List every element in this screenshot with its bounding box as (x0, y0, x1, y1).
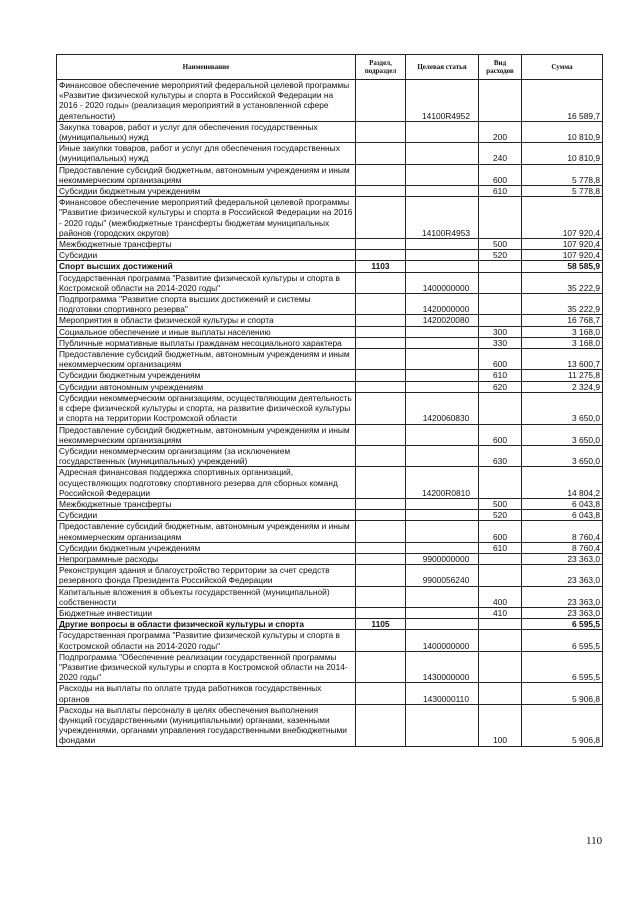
cell-expense-type: 610 (479, 370, 522, 381)
cell-sum: 14 804,2 (522, 467, 603, 499)
table-row (57, 704, 603, 746)
cell-sum: 5 778,8 (522, 186, 603, 197)
table-row (57, 630, 603, 651)
cell-article (406, 370, 479, 381)
cell-article (406, 239, 479, 250)
cell-name: Адресная финансовая поддержка спортивных организаций, осуществляющих подготовку спортивного резерва для сборных команд Российской Федерации (57, 467, 356, 499)
cell-expense-type: 300 (479, 326, 522, 337)
cell-article: 1430000110 (406, 683, 479, 704)
table-row (57, 445, 603, 466)
table-row (57, 424, 603, 445)
cell-expense-type: 330 (479, 337, 522, 348)
cell-sum: 23 363,0 (522, 607, 603, 618)
cell-name: Предоставление субсидий бюджетным, автономным учреждениям и иным некоммерческим организациям (57, 349, 356, 370)
header-name: Наименование (57, 55, 356, 80)
cell-section (356, 683, 406, 704)
cell-section (356, 553, 406, 564)
cell-sum: 16 768,7 (522, 315, 603, 326)
cell-sum: 107 920,4 (522, 239, 603, 250)
table-row (57, 186, 603, 197)
cell-section (356, 392, 406, 424)
cell-section (356, 607, 406, 618)
cell-article (406, 619, 479, 630)
cell-name: Субсидии некоммерческим организациям, осуществляющим деятельность в сфере физической культуры и спорта, на развитие физической культуры и спорта на территории Костромской области (57, 392, 356, 424)
cell-section (356, 521, 406, 542)
page-number: 110 (586, 835, 603, 847)
table-header-row (57, 55, 603, 80)
cell-sum: 8 760,4 (522, 542, 603, 553)
table-row (57, 197, 603, 239)
cell-article (406, 424, 479, 445)
cell-article (406, 542, 479, 553)
cell-expense-type: 100 (479, 704, 522, 746)
cell-section (356, 565, 406, 586)
cell-section (356, 239, 406, 250)
table-row (57, 510, 603, 521)
cell-expense-type (479, 315, 522, 326)
cell-expense-type (479, 272, 522, 293)
cell-section (356, 424, 406, 445)
table-row (57, 607, 603, 618)
cell-section: 1105 (356, 619, 406, 630)
cell-expense-type (479, 467, 522, 499)
cell-article (406, 326, 479, 337)
cell-sum: 23 363,0 (522, 586, 603, 607)
cell-section (356, 164, 406, 185)
cell-article (406, 186, 479, 197)
cell-article (406, 445, 479, 466)
table-row (57, 294, 603, 315)
cell-article: 1400000000 (406, 630, 479, 651)
cell-sum: 10 810,9 (522, 121, 603, 142)
cell-sum: 35 222,9 (522, 272, 603, 293)
table-row (57, 392, 603, 424)
cell-name: Субсидии бюджетным учреждениям (57, 542, 356, 553)
cell-name: Непрограммные расходы (57, 553, 356, 564)
cell-section (356, 186, 406, 197)
table-row (57, 498, 603, 509)
cell-expense-type (479, 261, 522, 272)
cell-article (406, 164, 479, 185)
cell-name: Субсидии (57, 250, 356, 261)
cell-section (356, 498, 406, 509)
table-row (57, 239, 603, 250)
cell-sum: 58 585,9 (522, 261, 603, 272)
cell-expense-type (479, 619, 522, 630)
cell-article: 1420000000 (406, 294, 479, 315)
cell-expense-type: 410 (479, 607, 522, 618)
table-row (57, 261, 603, 272)
table-row (57, 683, 603, 704)
cell-name: Финансовое обеспечение мероприятий федеральной целевой программы "Развитие физической культуры и спорта в Российской Федерации на 2016 - 2020 годы" (межбюджетные трансферты бюджетам муниципальных районов (городских округов) (57, 197, 356, 239)
cell-sum: 16 589,7 (522, 80, 603, 122)
cell-name: Финансовое обеспечение мероприятий федеральной целевой программы «Развитие физической культуры и спорта в Российской Федерации на 2016 - 2020 годы» (реализация мероприятий в установленной сфере деятельности) (57, 80, 356, 122)
cell-name: Предоставление субсидий бюджетным, автономным учреждениям и иным некоммерческим организациям (57, 424, 356, 445)
cell-article: 9900000000 (406, 553, 479, 564)
cell-section (356, 510, 406, 521)
cell-article (406, 261, 479, 272)
cell-section (356, 326, 406, 337)
cell-expense-type (479, 197, 522, 239)
cell-section (356, 467, 406, 499)
cell-article (406, 250, 479, 261)
table-body (57, 80, 603, 747)
cell-section: 1103 (356, 261, 406, 272)
table-row (57, 326, 603, 337)
cell-expense-type: 610 (479, 186, 522, 197)
cell-article (406, 121, 479, 142)
cell-expense-type: 240 (479, 143, 522, 164)
table-row (57, 272, 603, 293)
cell-expense-type: 630 (479, 445, 522, 466)
cell-name: Субсидии некоммерческим организациям (за исключением государственных (муниципальных) учреждений) (57, 445, 356, 466)
cell-sum: 23 363,0 (522, 565, 603, 586)
cell-article: 1420020080 (406, 315, 479, 326)
cell-expense-type: 520 (479, 250, 522, 261)
cell-expense-type: 200 (479, 121, 522, 142)
cell-name: Бюджетные инвестиции (57, 607, 356, 618)
cell-sum: 6 595,5 (522, 630, 603, 651)
cell-expense-type: 610 (479, 542, 522, 553)
cell-name: Предоставление субсидий бюджетным, автономным учреждениям и иным некоммерческим организациям (57, 164, 356, 185)
cell-article: 14100R4953 (406, 197, 479, 239)
cell-section (356, 337, 406, 348)
cell-name: Государственная программа "Развитие физической культуры и спорта в Костромской области на 2014-2020 годы" (57, 272, 356, 293)
table-row (57, 337, 603, 348)
cell-sum: 3 650,0 (522, 392, 603, 424)
table-row (57, 565, 603, 586)
cell-sum: 107 920,4 (522, 250, 603, 261)
cell-expense-type: 500 (479, 498, 522, 509)
cell-expense-type: 600 (479, 521, 522, 542)
cell-section (356, 121, 406, 142)
cell-sum: 107 920,4 (522, 197, 603, 239)
table-row (57, 619, 603, 630)
cell-article: 9900056240 (406, 565, 479, 586)
cell-name: Реконструкция здания и благоустройство территории за счет средств резервного фонда Президента Российской Федерации (57, 565, 356, 586)
cell-sum: 6 043,8 (522, 498, 603, 509)
cell-sum: 23 363,0 (522, 553, 603, 564)
cell-expense-type: 400 (479, 586, 522, 607)
cell-name: Спорт высших достижений (57, 261, 356, 272)
cell-article (406, 586, 479, 607)
cell-section (356, 381, 406, 392)
budget-table (56, 54, 603, 747)
cell-expense-type (479, 80, 522, 122)
cell-section (356, 445, 406, 466)
cell-section (356, 586, 406, 607)
cell-name: Подпрограмма "Развитие спорта высших достижений и системы подготовки спортивного резерва" (57, 294, 356, 315)
cell-article: 14100R4952 (406, 80, 479, 122)
cell-section (356, 651, 406, 683)
cell-name: Капитальные вложения в объекты государственной (муниципальной) собственности (57, 586, 356, 607)
cell-sum: 6 043,8 (522, 510, 603, 521)
cell-section (356, 80, 406, 122)
cell-article (406, 607, 479, 618)
cell-section (356, 542, 406, 553)
cell-sum: 5 778,8 (522, 164, 603, 185)
table-row (57, 467, 603, 499)
cell-section (356, 294, 406, 315)
cell-article: 1420060830 (406, 392, 479, 424)
cell-sum: 2 324,9 (522, 381, 603, 392)
cell-expense-type (479, 392, 522, 424)
cell-sum: 13 600,7 (522, 349, 603, 370)
cell-article (406, 704, 479, 746)
cell-name: Социальное обеспечение и иные выплаты населению (57, 326, 356, 337)
cell-sum: 3 168,0 (522, 337, 603, 348)
cell-name: Межбюджетные трансферты (57, 239, 356, 250)
header-article: Целевая статья (406, 55, 479, 80)
cell-article: 1430000000 (406, 651, 479, 683)
cell-section (356, 630, 406, 651)
cell-name: Публичные нормативные выплаты гражданам несоциального характера (57, 337, 356, 348)
cell-sum: 8 760,4 (522, 521, 603, 542)
cell-expense-type (479, 651, 522, 683)
budget-page (56, 54, 602, 747)
cell-section (356, 315, 406, 326)
cell-article (406, 349, 479, 370)
table-row (57, 586, 603, 607)
cell-sum: 6 595,5 (522, 619, 603, 630)
cell-sum: 11 275,8 (522, 370, 603, 381)
cell-section (356, 272, 406, 293)
cell-name: Субсидии (57, 510, 356, 521)
cell-name: Расходы на выплаты персоналу в целях обеспечения выполнения функций государственными (муниципальными) органами, казенными учреждениями, органами управления государственными внебюджетными фондами (57, 704, 356, 746)
table-row (57, 381, 603, 392)
cell-article: 14200R0810 (406, 467, 479, 499)
cell-expense-type: 600 (479, 164, 522, 185)
cell-name: Мероприятия в области физической культуры и спорта (57, 315, 356, 326)
cell-sum: 35 222,9 (522, 294, 603, 315)
header-expense-type: Вид расходов (479, 55, 522, 80)
cell-article (406, 498, 479, 509)
cell-name: Субсидии автономным учреждениям (57, 381, 356, 392)
header-sum: Сумма (522, 55, 603, 80)
cell-expense-type (479, 553, 522, 564)
cell-section (356, 197, 406, 239)
cell-sum: 3 168,0 (522, 326, 603, 337)
cell-name: Межбюджетные трансферты (57, 498, 356, 509)
table-row (57, 651, 603, 683)
cell-expense-type (479, 565, 522, 586)
table-row (57, 121, 603, 142)
cell-article: 1400000000 (406, 272, 479, 293)
cell-expense-type: 600 (479, 349, 522, 370)
cell-sum: 10 810,9 (522, 143, 603, 164)
cell-expense-type: 520 (479, 510, 522, 521)
cell-name: Закупка товаров, работ и услуг для обеспечения государственных (муниципальных) нужд (57, 121, 356, 142)
cell-expense-type (479, 294, 522, 315)
cell-sum: 6 595,5 (522, 651, 603, 683)
table-row (57, 143, 603, 164)
table-row (57, 315, 603, 326)
cell-sum: 3 650,0 (522, 424, 603, 445)
cell-sum: 5 906,8 (522, 704, 603, 746)
table-row (57, 250, 603, 261)
cell-expense-type: 500 (479, 239, 522, 250)
table-row (57, 542, 603, 553)
cell-name: Субсидии бюджетным учреждениям (57, 186, 356, 197)
table-row (57, 349, 603, 370)
cell-section (356, 349, 406, 370)
cell-name: Субсидии бюджетным учреждениям (57, 370, 356, 381)
cell-section (356, 250, 406, 261)
cell-expense-type (479, 630, 522, 651)
cell-expense-type: 600 (479, 424, 522, 445)
table-row (57, 521, 603, 542)
table-row (57, 370, 603, 381)
cell-article (406, 143, 479, 164)
cell-article (406, 381, 479, 392)
cell-name: Другие вопросы в области физической культуры и спорта (57, 619, 356, 630)
cell-section (356, 143, 406, 164)
table-row (57, 164, 603, 185)
cell-name: Подпрограмма "Обеспечение реализации государственной программы "Развитие физической культуры и спорта в Костромской области на 2014-2020 годы" (57, 651, 356, 683)
table-row (57, 553, 603, 564)
header-section: Раздел, подраздел (356, 55, 406, 80)
cell-name: Предоставление субсидий бюджетным, автономным учреждениям и иным некоммерческим организациям (57, 521, 356, 542)
cell-article (406, 510, 479, 521)
cell-section (356, 704, 406, 746)
cell-sum: 3 650,0 (522, 445, 603, 466)
cell-sum: 5 906,8 (522, 683, 603, 704)
cell-section (356, 370, 406, 381)
cell-expense-type (479, 683, 522, 704)
cell-article (406, 521, 479, 542)
cell-article (406, 337, 479, 348)
cell-name: Иные закупки товаров, работ и услуг для обеспечения государственных (муниципальных) нужд (57, 143, 356, 164)
cell-name: Государственная программа "Развитие физической культуры и спорта в Костромской области на 2014-2020 годы" (57, 630, 356, 651)
cell-expense-type: 620 (479, 381, 522, 392)
table-row (57, 80, 603, 122)
cell-name: Расходы на выплаты по оплате труда работников государственных органов (57, 683, 356, 704)
